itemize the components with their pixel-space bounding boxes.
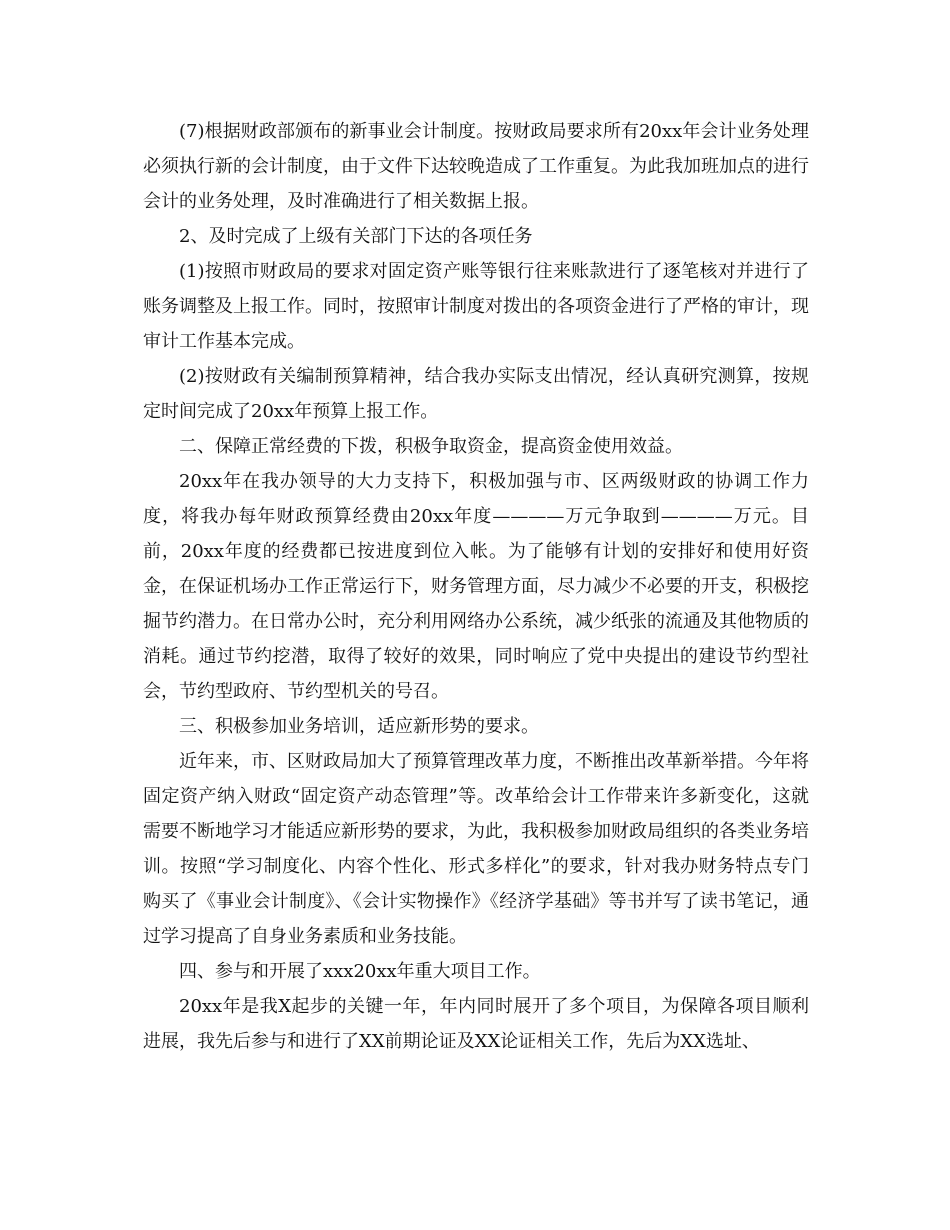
paragraph-2-budget-report: (2)按财政有关编制预算精神，结合我办实际支出情况，经认真研究测算，按规定时间完成了20xx年预算上报工作。 bbox=[143, 366, 809, 422]
heading-2-complete-tasks: 2、及时完成了上级有关部门下达的各项任务 bbox=[179, 226, 533, 247]
section-heading-4-projects: 四、参与和开展了xxx20xx年重大项目工作。 bbox=[179, 961, 541, 982]
section-heading-2-funding: 二、保障正常经费的下拨，积极争取资金，提高资金使用效益。 bbox=[179, 436, 683, 457]
section-heading-3-training: 三、积极参加业务培训，适应新形势的要求。 bbox=[179, 716, 539, 737]
paragraph-training-details: 近年来，市、区财政局加大了预算管理改革力度，不断推出改革新举措。今年将固定资产纳入财政“固定资产动态管理”等。改革给会计工作带来许多新变化，这就需要不断地学习才能适应新形势的要求，为此，我积极参加财政局组织的各类业务培训。按照“学习制度化、内容个性化、形式多样化”的要求，针对我办财务特点专门购买了《事业会计制度》、《会计实物操作》《经济学基础》等书并写了读书笔记，通过学习提高了自身业务素质和业务技能。 bbox=[143, 751, 809, 947]
paragraph-funding-details: 20xx年在我办领导的大力支持下，积极加强与市、区两级财政的协调工作力度，将我办每年财政预算经费由20xx年度————万元争取到————万元。目前，20xx年度的经费都已按进度到位入帐。为了能够有计划的安排好和使用好资金，在保证机场办工作正常运行下，财务管理方面，尽力减少不必要的开支，积极挖掘节约潜力。在日常办公时，充分利用网络办公系统，减少纸张的流通及其他物质的消耗。通过节约挖潜，取得了较好的效果，同时响应了党中央提出的建设节约型社会，节约型政府、节约型机关的号召。 bbox=[143, 471, 809, 702]
paragraph-7-new-accounting-system: (7)根据财政部颁布的新事业会计制度。按财政局要求所有20xx年会计业务处理必须执行新的会计制度，由于文件下达较晚造成了工作重复。为此我加班加点的进行会计的业务处理，及时准确进行了相关数据上报。 bbox=[143, 121, 809, 212]
document-body bbox=[143, 114, 809, 1059]
paragraph-1-fixed-assets-audit: (1)按照市财政局的要求对固定资产账等银行往来账款进行了逐笔核对并进行了账务调整及上报工作。同时，按照审计制度对拨出的各项资金进行了严格的审计，现审计工作基本完成。 bbox=[143, 261, 809, 352]
paragraph-projects-details: 20xx年是我X起步的关键一年，年内同时展开了多个项目，为保障各项目顺利进展，我先后参与和进行了XX前期论证及XX论证相关工作，先后为XX选址、 bbox=[143, 996, 809, 1052]
